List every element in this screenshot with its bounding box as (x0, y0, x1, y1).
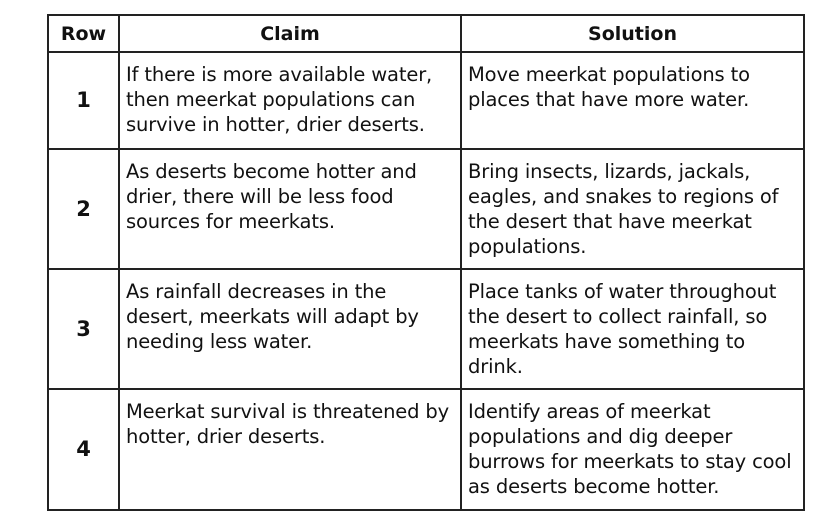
row-number: 2 (48, 149, 119, 269)
table-header-row (48, 15, 804, 52)
row-number: 4 (48, 389, 119, 510)
table-row (48, 149, 804, 269)
row-number: 3 (48, 269, 119, 389)
row-number: 1 (48, 52, 119, 149)
claim-cell: Meerkat survival is threatened by hotter, drier deserts. (119, 389, 461, 510)
claims-table (47, 14, 805, 511)
table-row (48, 389, 804, 510)
claim-cell: If there is more available water, then meerkat populations can survive in hotter, drier deserts. (119, 52, 461, 149)
header-claim: Claim (119, 15, 461, 52)
claim-cell: As deserts become hotter and drier, there will be less food sources for meerkats. (119, 149, 461, 269)
solution-cell: Identify areas of meerkat populations and dig deeper burrows for meerkats to stay cool as deserts become hotter. (461, 389, 804, 510)
header-solution: Solution (461, 15, 804, 52)
claim-cell: As rainfall decreases in the desert, meerkats will adapt by needing less water. (119, 269, 461, 389)
solution-cell: Bring insects, lizards, jackals, eagles, and snakes to regions of the desert that have meerkat populations. (461, 149, 804, 269)
header-row: Row (48, 15, 119, 52)
solution-cell: Move meerkat populations to places that have more water. (461, 52, 804, 149)
solution-cell: Place tanks of water throughout the desert to collect rainfall, so meerkats have something to drink. (461, 269, 804, 389)
table-row (48, 269, 804, 389)
table-row (48, 52, 804, 149)
